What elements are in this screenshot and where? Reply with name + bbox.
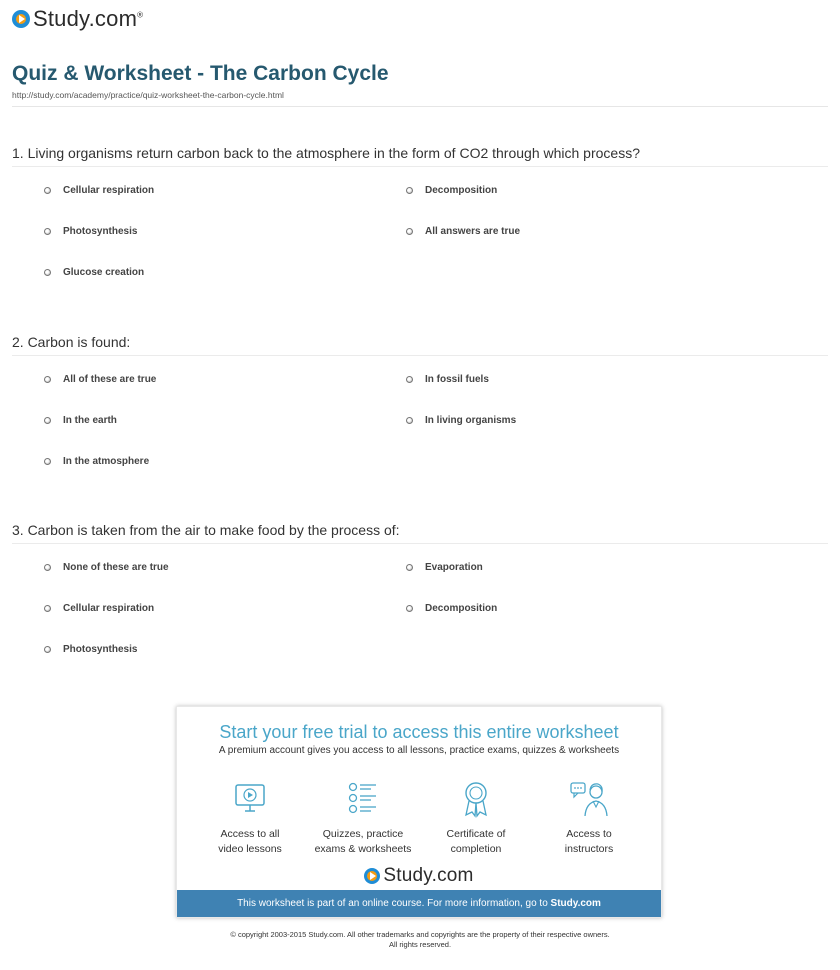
option-radio[interactable] <box>44 267 144 278</box>
option-label: In the earth <box>63 415 117 426</box>
radio-icon[interactable] <box>44 458 51 465</box>
free-trial-promo[interactable] <box>176 706 662 918</box>
radio-icon[interactable] <box>44 605 51 612</box>
divider <box>12 543 828 544</box>
option-radio[interactable] <box>44 185 154 196</box>
feature-line: completion <box>450 843 502 855</box>
option-label: All answers are true <box>425 226 521 237</box>
option-radio[interactable] <box>406 374 489 385</box>
feature-line: video lessons <box>218 843 282 855</box>
question-text: 2. Carbon is found: <box>12 334 131 350</box>
option-label: In fossil fuels <box>425 374 489 385</box>
certificate-icon <box>456 779 496 819</box>
copyright-footer <box>0 930 840 950</box>
option-radio[interactable] <box>44 374 156 385</box>
radio-icon[interactable] <box>406 187 413 194</box>
radio-icon[interactable] <box>44 564 51 571</box>
play-logo-icon <box>364 868 380 884</box>
option-label: Decomposition <box>425 185 498 196</box>
option-label: Decomposition <box>425 603 498 614</box>
feature-line: Certificate of <box>446 828 506 840</box>
radio-icon[interactable] <box>406 228 413 235</box>
question-text: 3. Carbon is taken from the air to make food by the process of: <box>12 522 400 538</box>
option-radio[interactable] <box>44 226 137 237</box>
feature-line: Quizzes, practice <box>322 828 404 840</box>
option-radio[interactable] <box>406 226 520 237</box>
banner-text: This worksheet is part of an online course. For more information, go to <box>237 898 551 909</box>
option-label: In living organisms <box>425 415 517 426</box>
option-label: Cellular respiration <box>63 185 155 196</box>
option-label: Cellular respiration <box>63 603 155 614</box>
page-url[interactable]: http://study.com/academy/practice/quiz-worksheet-the-carbon-cycle.html <box>12 90 284 100</box>
radio-icon[interactable] <box>406 564 413 571</box>
option-label: None of these are true <box>63 562 169 573</box>
divider <box>12 355 828 356</box>
video-lesson-icon <box>230 779 270 819</box>
logo-text: Study.com <box>383 865 474 886</box>
option-radio[interactable] <box>406 603 497 614</box>
feature-line: exams & worksheets <box>314 843 412 855</box>
option-radio[interactable] <box>44 644 137 655</box>
instructor-icon <box>569 779 609 819</box>
feature-line: Access to <box>566 828 612 840</box>
option-label: Glucose creation <box>63 267 145 278</box>
option-radio[interactable] <box>406 185 497 196</box>
radio-icon[interactable] <box>44 228 51 235</box>
option-label: Photosynthesis <box>63 226 138 237</box>
page-title: Quiz & Worksheet - The Carbon Cycle <box>12 62 389 85</box>
radio-icon[interactable] <box>406 417 413 424</box>
copyright-line: All rights reserved. <box>388 940 452 949</box>
radio-icon[interactable] <box>44 269 51 276</box>
promo-subtitle: A premium account gives you access to all lessons, practice exams, quizzes & worksheets <box>218 745 620 756</box>
question-3 <box>12 522 828 544</box>
feature-line: instructors <box>564 843 614 855</box>
option-label: All of these are true <box>63 374 157 385</box>
divider <box>12 106 828 107</box>
feature-line: Access to all <box>220 828 280 840</box>
promo-study-logo[interactable] <box>177 865 661 887</box>
question-text: 1. Living organisms return carbon back to the atmosphere in the form of CO2 through which process? <box>12 145 640 161</box>
course-info-banner[interactable] <box>177 890 661 917</box>
option-radio[interactable] <box>44 562 169 573</box>
option-radio[interactable] <box>406 415 516 426</box>
quiz-list-icon <box>343 779 383 819</box>
feature-video-lessons <box>195 779 305 857</box>
study-logo[interactable] <box>12 6 143 32</box>
feature-quizzes <box>308 779 418 857</box>
radio-icon[interactable] <box>44 187 51 194</box>
question-2 <box>12 334 828 356</box>
question-1 <box>12 145 828 167</box>
radio-icon[interactable] <box>406 376 413 383</box>
copyright-line: © copyright 2003-2015 Study.com. All other trademarks and copyrights are the property of their respective owners. <box>230 930 610 939</box>
radio-icon[interactable] <box>44 417 51 424</box>
play-logo-icon <box>12 10 30 28</box>
option-radio[interactable] <box>44 415 117 426</box>
option-radio[interactable] <box>44 603 154 614</box>
banner-link[interactable]: Study.com <box>550 898 601 909</box>
option-radio[interactable] <box>44 456 149 467</box>
option-label: In the atmosphere <box>63 456 150 467</box>
logo-text: Study.com® <box>33 6 144 31</box>
radio-icon[interactable] <box>44 646 51 653</box>
feature-instructors <box>534 779 644 857</box>
promo-title[interactable]: Start your free trial to access this entire worksheet <box>219 722 619 742</box>
option-label: Evaporation <box>425 562 483 573</box>
radio-icon[interactable] <box>44 376 51 383</box>
radio-icon[interactable] <box>406 605 413 612</box>
option-radio[interactable] <box>406 562 483 573</box>
option-label: Photosynthesis <box>63 644 138 655</box>
divider <box>12 166 828 167</box>
feature-certificate <box>421 779 531 857</box>
